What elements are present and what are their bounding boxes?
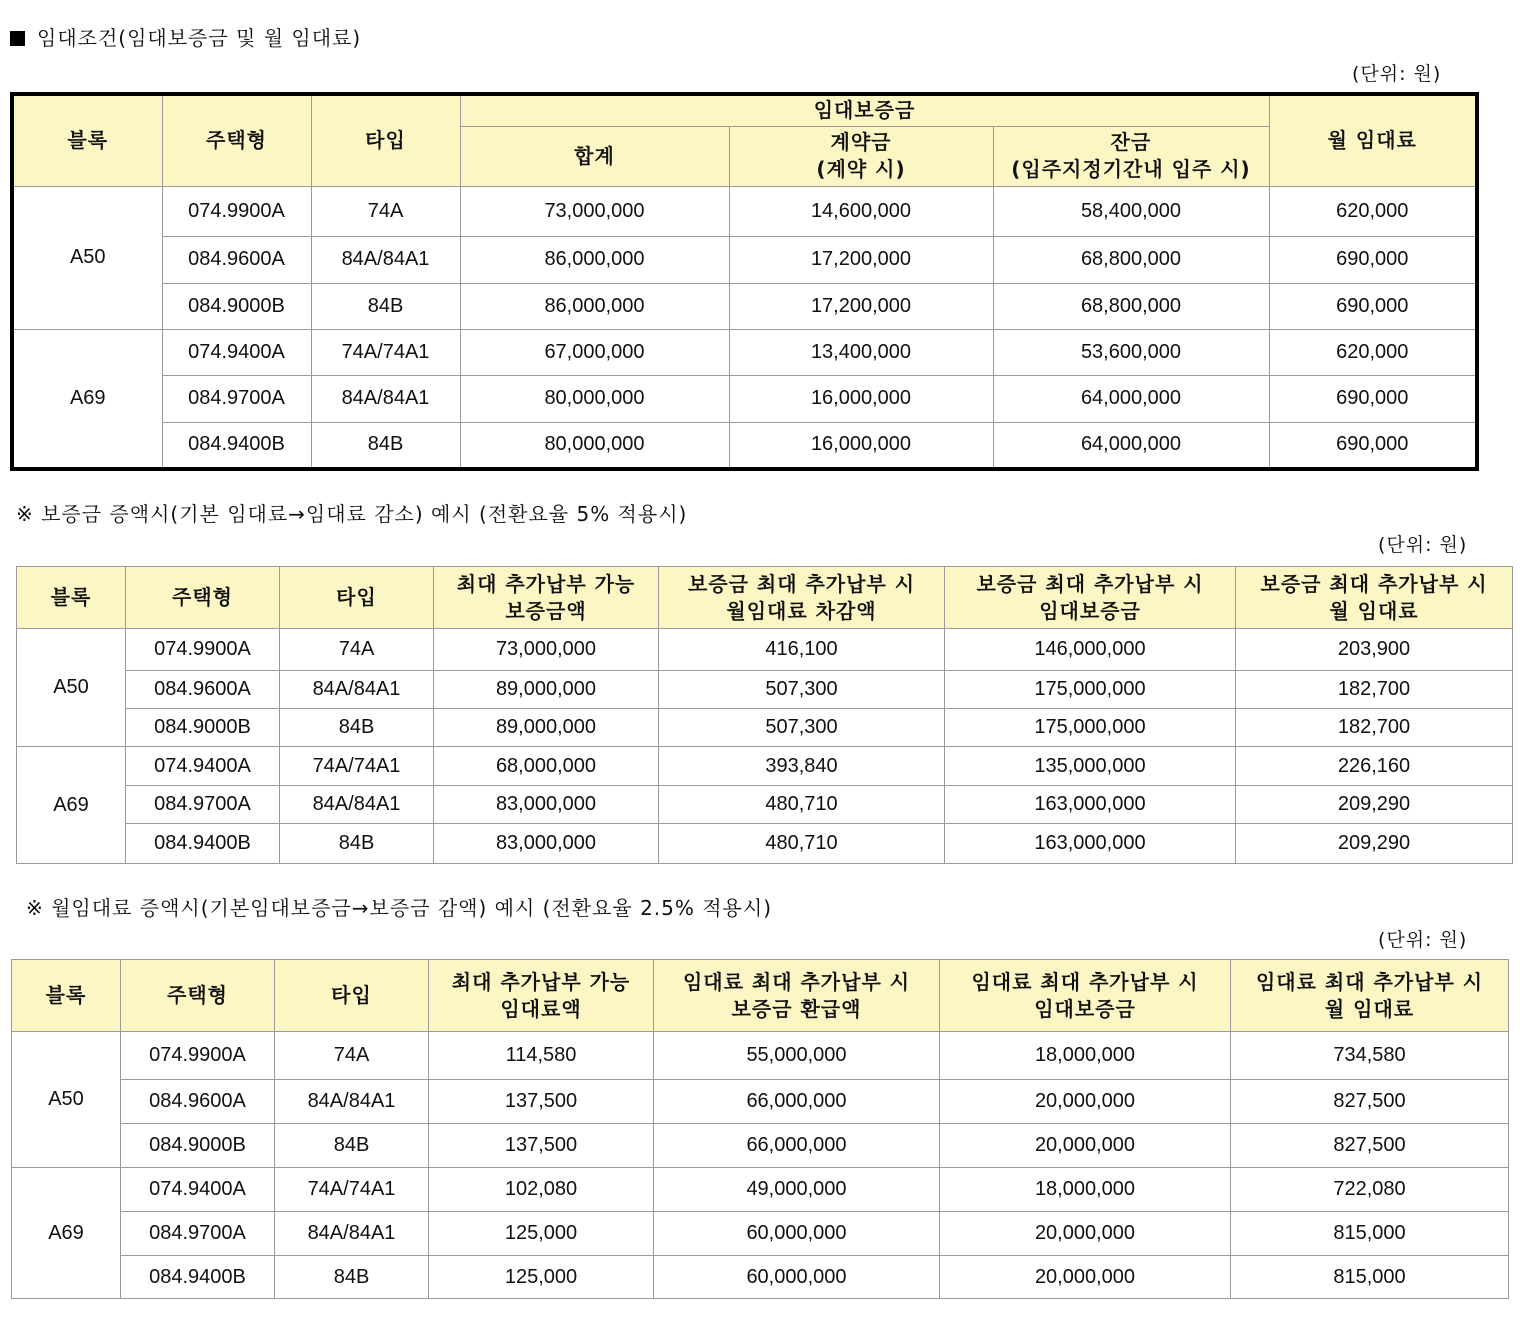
column-header-line: 블록 xyxy=(45,983,87,1007)
table-row xyxy=(17,824,1513,864)
rental-terms-body xyxy=(12,186,1477,469)
column-header-line: 월 임대료 xyxy=(1329,598,1419,623)
rent-increase-table xyxy=(11,959,1509,1299)
column-header-line: 보증금 최대 추가납부 시 xyxy=(687,571,916,596)
table-row xyxy=(12,1032,1509,1080)
column-header-line: 임대료 최대 추가납부 시 xyxy=(1255,969,1484,994)
table-cell: 690,000 xyxy=(1269,236,1477,283)
table-cell: 125,000 xyxy=(429,1212,654,1256)
section1-title-text: 임대조건(임대보증금 및 월 임대료) xyxy=(37,26,362,50)
table-cell: 84A/84A1 xyxy=(311,236,460,283)
table-cell: 73,000,000 xyxy=(434,629,659,671)
table-row xyxy=(17,709,1513,747)
table-row xyxy=(12,1256,1509,1299)
header-total: 합계 xyxy=(460,126,729,186)
block-name-cell: A50 xyxy=(12,1032,121,1168)
column-header-line: 최대 추가납부 가능 xyxy=(451,969,631,994)
table-cell: 084.9400B xyxy=(162,422,311,469)
column-header-line: 보증금 최대 추가납부 시 xyxy=(1260,571,1488,596)
table-cell: 084.9000B xyxy=(121,1124,275,1168)
column-header xyxy=(280,567,434,629)
table-cell: 690,000 xyxy=(1269,375,1477,422)
table-cell: 68,800,000 xyxy=(993,236,1269,283)
section3-unit-label: (단위: 원) xyxy=(1378,929,1468,951)
table-cell: 722,080 xyxy=(1231,1168,1509,1212)
table-cell: 203,900 xyxy=(1236,629,1513,671)
column-header-line: 타입 xyxy=(336,585,377,609)
table-cell: 620,000 xyxy=(1269,329,1477,375)
table-cell: 20,000,000 xyxy=(940,1256,1231,1299)
section1-unit-label: (단위: 원) xyxy=(1352,63,1442,85)
table-cell: 55,000,000 xyxy=(654,1032,940,1080)
header-monthly-rent: 월 임대료 xyxy=(1269,94,1477,186)
table-row xyxy=(17,786,1513,824)
table-cell: 146,000,000 xyxy=(945,629,1236,671)
table-cell: 182,700 xyxy=(1236,671,1513,709)
table-cell: 84B xyxy=(311,283,460,329)
table-cell: 084.9700A xyxy=(121,1212,275,1256)
column-header-line: 보증금액 xyxy=(505,598,587,623)
block-name-cell: A69 xyxy=(12,1168,121,1299)
table-cell: 74A xyxy=(311,186,460,236)
table-cell: 16,000,000 xyxy=(729,422,993,469)
block-name-cell: A50 xyxy=(17,629,126,747)
column-header xyxy=(121,960,275,1032)
table-cell: 163,000,000 xyxy=(945,824,1236,864)
table-row xyxy=(17,629,1513,671)
table-cell: 86,000,000 xyxy=(460,236,729,283)
table-cell: 13,400,000 xyxy=(729,329,993,375)
table-cell: 620,000 xyxy=(1269,186,1477,236)
header-contract-line2: (계약 시) xyxy=(816,157,906,181)
table-cell: 74A xyxy=(275,1032,429,1080)
table-cell: 74A xyxy=(280,629,434,671)
table-cell: 084.9000B xyxy=(162,283,311,329)
table-cell: 84B xyxy=(275,1124,429,1168)
table-cell: 20,000,000 xyxy=(940,1212,1231,1256)
table-cell: 135,000,000 xyxy=(945,747,1236,786)
table-cell: 074.9400A xyxy=(121,1168,275,1212)
column-header-line: 임대보증금 xyxy=(1034,996,1136,1021)
table-cell: 507,300 xyxy=(659,709,945,747)
table-cell: 84A/84A1 xyxy=(275,1212,429,1256)
table-cell: 14,600,000 xyxy=(729,186,993,236)
header-balance xyxy=(993,126,1269,186)
table-cell: 074.9900A xyxy=(121,1032,275,1080)
deposit-increase-table xyxy=(16,566,1513,864)
table-cell: 175,000,000 xyxy=(945,671,1236,709)
table-cell: 49,000,000 xyxy=(654,1168,940,1212)
column-header xyxy=(126,567,280,629)
column-header-line: 주택형 xyxy=(167,983,228,1007)
table-cell: 175,000,000 xyxy=(945,709,1236,747)
table-cell: 137,500 xyxy=(429,1124,654,1168)
table-cell: 60,000,000 xyxy=(654,1212,940,1256)
table-cell: 84A/84A1 xyxy=(275,1080,429,1124)
table-row xyxy=(12,186,1477,236)
column-header-line: 최대 추가납부 가능 xyxy=(456,571,636,596)
column-header-line: 보증금 최대 추가납부 시 xyxy=(976,571,1204,596)
table-cell: 18,000,000 xyxy=(940,1032,1231,1080)
header-balance-line1: 잔금 xyxy=(1110,130,1152,154)
column-header xyxy=(12,960,121,1032)
table-row xyxy=(12,1124,1509,1168)
table-cell: 84B xyxy=(311,422,460,469)
table-cell: 125,000 xyxy=(429,1256,654,1299)
table-cell: 84A/84A1 xyxy=(311,375,460,422)
table-cell: 53,600,000 xyxy=(993,329,1269,375)
table-cell: 80,000,000 xyxy=(460,422,729,469)
table-cell: 17,200,000 xyxy=(729,283,993,329)
table-cell: 074.9400A xyxy=(162,329,311,375)
table-cell: 114,580 xyxy=(429,1032,654,1080)
header-balance-line2: (입주지정기간내 입주 시) xyxy=(1011,157,1251,181)
table-cell: 084.9600A xyxy=(126,671,280,709)
table-cell: 67,000,000 xyxy=(460,329,729,375)
table-cell: 20,000,000 xyxy=(940,1124,1231,1168)
table-cell: 074.9900A xyxy=(162,186,311,236)
table-row xyxy=(12,422,1477,469)
column-header xyxy=(1236,567,1513,629)
table-cell: 60,000,000 xyxy=(654,1256,940,1299)
header-type: 타입 xyxy=(311,94,460,186)
table-cell: 84B xyxy=(280,709,434,747)
section3-title: ※ 월임대료 증액시(기본임대보증금→보증금 감액) 예시 (전환요율 2.5% 적용시) xyxy=(26,896,772,920)
table-cell: 74A/74A1 xyxy=(311,329,460,375)
column-header-line: 주택형 xyxy=(172,585,233,609)
table-cell: 209,290 xyxy=(1236,786,1513,824)
table-cell: 84B xyxy=(275,1256,429,1299)
table-cell: 83,000,000 xyxy=(434,824,659,864)
table-cell: 86,000,000 xyxy=(460,283,729,329)
column-header-line: 블록 xyxy=(50,585,92,609)
column-header-line: 임대료 최대 추가납부 시 xyxy=(682,969,911,994)
header-contract xyxy=(729,126,993,186)
table-cell: 74A/74A1 xyxy=(275,1168,429,1212)
table-cell: 137,500 xyxy=(429,1080,654,1124)
table-cell: 827,500 xyxy=(1231,1124,1509,1168)
column-header-line: 타입 xyxy=(331,983,372,1007)
table-row xyxy=(12,329,1477,375)
table-cell: 68,800,000 xyxy=(993,283,1269,329)
column-header xyxy=(945,567,1236,629)
table-cell: 89,000,000 xyxy=(434,671,659,709)
column-header-line: 임대료 최대 추가납부 시 xyxy=(971,969,1199,994)
table-cell: 89,000,000 xyxy=(434,709,659,747)
table-row xyxy=(12,236,1477,283)
table-row xyxy=(12,1212,1509,1256)
table-cell: 815,000 xyxy=(1231,1256,1509,1299)
table-cell: 66,000,000 xyxy=(654,1124,940,1168)
table-cell: 64,000,000 xyxy=(993,422,1269,469)
table-cell: 084.9400B xyxy=(126,824,280,864)
table-cell: 20,000,000 xyxy=(940,1080,1231,1124)
table-cell: 73,000,000 xyxy=(460,186,729,236)
table-cell: 084.9400B xyxy=(121,1256,275,1299)
table-cell: 480,710 xyxy=(659,786,945,824)
column-header xyxy=(940,960,1231,1032)
table-cell: 58,400,000 xyxy=(993,186,1269,236)
column-header xyxy=(659,567,945,629)
block-name-cell: A69 xyxy=(12,329,162,469)
table-cell: 226,160 xyxy=(1236,747,1513,786)
table-cell: 80,000,000 xyxy=(460,375,729,422)
table-cell: 084.9700A xyxy=(162,375,311,422)
table-row xyxy=(12,375,1477,422)
table-cell: 690,000 xyxy=(1269,422,1477,469)
rent-increase-body xyxy=(12,1032,1509,1299)
header-block: 블록 xyxy=(12,94,162,186)
table-cell: 16,000,000 xyxy=(729,375,993,422)
column-header-line: 임대보증금 xyxy=(1039,598,1141,623)
column-header xyxy=(434,567,659,629)
section1-title xyxy=(10,22,361,51)
table-cell: 084.9000B xyxy=(126,709,280,747)
column-header xyxy=(654,960,940,1032)
table-cell: 480,710 xyxy=(659,824,945,864)
block-name-cell: A69 xyxy=(17,747,126,864)
column-header-line: 월임대료 차감액 xyxy=(726,598,877,623)
table-cell: 64,000,000 xyxy=(993,375,1269,422)
rental-terms-table xyxy=(10,92,1479,471)
table-cell: 84A/84A1 xyxy=(280,671,434,709)
table-cell: 182,700 xyxy=(1236,709,1513,747)
header-deposit-group: 임대보증금 xyxy=(460,94,1269,126)
table-cell: 827,500 xyxy=(1231,1080,1509,1124)
table-cell: 393,840 xyxy=(659,747,945,786)
header-housing-type: 주택형 xyxy=(162,94,311,186)
table-cell: 084.9700A xyxy=(126,786,280,824)
table-cell: 084.9600A xyxy=(162,236,311,283)
table-cell: 734,580 xyxy=(1231,1032,1509,1080)
table-row xyxy=(17,671,1513,709)
column-header-line: 임대료액 xyxy=(500,996,582,1021)
column-header xyxy=(17,567,126,629)
table-cell: 18,000,000 xyxy=(940,1168,1231,1212)
table-cell: 68,000,000 xyxy=(434,747,659,786)
table-cell: 416,100 xyxy=(659,629,945,671)
table-row xyxy=(17,747,1513,786)
table-cell: 815,000 xyxy=(1231,1212,1509,1256)
table-cell: 690,000 xyxy=(1269,283,1477,329)
table-cell: 074.9400A xyxy=(126,747,280,786)
table-cell: 163,000,000 xyxy=(945,786,1236,824)
table-cell: 74A/74A1 xyxy=(280,747,434,786)
table-cell: 66,000,000 xyxy=(654,1080,940,1124)
column-header xyxy=(1231,960,1509,1032)
table-cell: 84B xyxy=(280,824,434,864)
block-name-cell: A50 xyxy=(12,186,162,329)
section2-title: ※ 보증금 증액시(기본 임대료→임대료 감소) 예시 (전환요율 5% 적용시) xyxy=(16,502,688,526)
table-cell: 507,300 xyxy=(659,671,945,709)
table-row xyxy=(12,1080,1509,1124)
column-header-line: 보증금 환급액 xyxy=(731,996,862,1021)
column-header xyxy=(429,960,654,1032)
table-cell: 074.9900A xyxy=(126,629,280,671)
table-cell: 17,200,000 xyxy=(729,236,993,283)
table-row xyxy=(12,283,1477,329)
table-cell: 209,290 xyxy=(1236,824,1513,864)
header-contract-line1: 계약금 xyxy=(830,130,892,154)
column-header-line: 월 임대료 xyxy=(1324,996,1415,1021)
table-cell: 83,000,000 xyxy=(434,786,659,824)
deposit-increase-body xyxy=(17,629,1513,864)
square-bullet-icon xyxy=(10,31,25,46)
table-cell: 084.9600A xyxy=(121,1080,275,1124)
section2-unit-label: (단위: 원) xyxy=(1378,534,1468,556)
column-header xyxy=(275,960,429,1032)
table-row xyxy=(12,1168,1509,1212)
table-cell: 84A/84A1 xyxy=(280,786,434,824)
table-cell: 102,080 xyxy=(429,1168,654,1212)
